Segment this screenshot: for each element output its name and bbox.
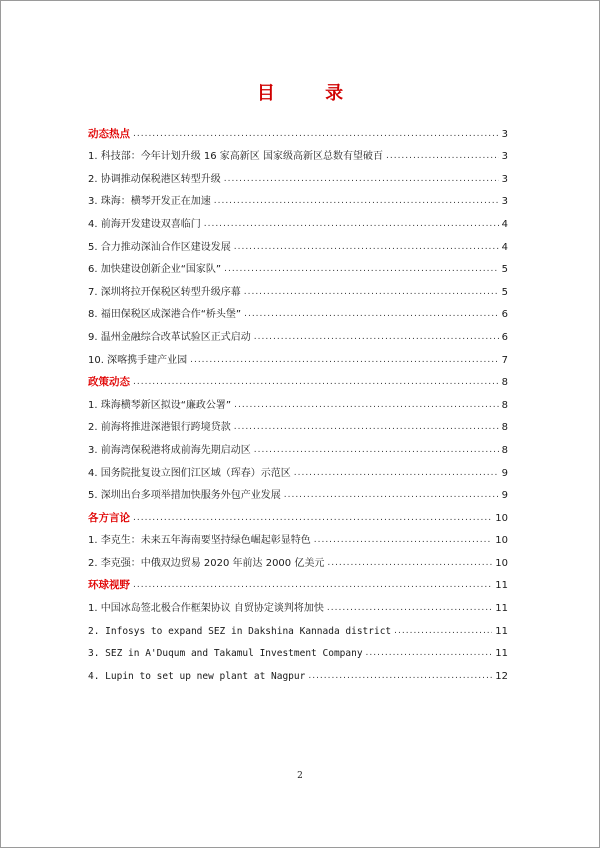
entry-title: 2. 前海将推进深港银行跨境贷款 [88, 422, 231, 434]
leader-dots [190, 354, 499, 367]
entry-page-number: 6 [501, 331, 508, 343]
toc-entry[interactable] [88, 254, 508, 277]
section-title: 各方言论 [88, 511, 130, 524]
entry-page-number: 10 [495, 557, 508, 569]
entry-page-number: 11 [495, 580, 508, 592]
leader-dots [133, 512, 492, 525]
leader-dots [244, 308, 499, 321]
toc-entry[interactable] [88, 389, 508, 412]
section-title: 政策动态 [88, 376, 130, 389]
toc-entry[interactable] [88, 344, 508, 367]
entry-title: 8. 福田保税区成深港合作“桥头堡” [88, 309, 242, 321]
entry-page-number: 3 [501, 128, 508, 140]
entry-title: 3. 前海湾保税港将成前海先期启动区 [88, 444, 251, 456]
table-of-contents [88, 118, 508, 683]
toc-section-heading[interactable] [88, 570, 508, 593]
entry-title: 2. Infosys to expand SEZ in Dakshina Kannada district [88, 625, 392, 637]
leader-dots [327, 557, 492, 570]
toc-entry[interactable] [88, 231, 508, 254]
leader-dots [234, 421, 499, 434]
entry-title: 2. 协调推动保税港区转型升级 [88, 173, 221, 185]
toc-entry[interactable] [88, 592, 508, 615]
entry-page-number: 12 [495, 670, 508, 682]
entry-title: 7. 深圳将拉开保税区转型升级序幕 [88, 286, 241, 298]
toc-entry[interactable] [88, 208, 508, 231]
leader-dots [254, 444, 499, 457]
entry-title: 4. Lupin to set up new plant at Nagpur [88, 670, 306, 682]
toc-entry[interactable] [88, 434, 508, 457]
entry-title: 2. 李克强：中俄双边贸易 2020 年前达 2000 亿美元 [88, 557, 325, 569]
entry-page-number: 8 [501, 399, 508, 411]
entry-title: 3. 珠海：横琴开发正在加速 [88, 196, 211, 208]
entry-page-number: 5 [501, 264, 508, 276]
toc-entry[interactable] [88, 276, 508, 299]
toc-entry[interactable] [88, 525, 508, 548]
entry-page-number: 8 [501, 444, 508, 456]
toc-entry[interactable] [88, 141, 508, 164]
entry-page-number: 10 [495, 535, 508, 547]
entry-page-number: 8 [501, 377, 508, 389]
entry-title: 3. SEZ in A'Duqum and Takamul Investment Company [88, 648, 363, 660]
entry-page-number: 9 [501, 490, 508, 502]
leader-dots [224, 263, 499, 276]
toc-section-heading[interactable] [88, 118, 508, 141]
toc-title: 目 录 [256, 83, 366, 104]
entry-title: 6. 加快建设创新企业“国家队” [88, 264, 222, 276]
leader-dots [234, 399, 499, 412]
entry-title: 4. 国务院批复设立图们江区域（珲春）示范区 [88, 467, 291, 479]
leader-dots [254, 331, 499, 344]
entry-page-number: 3 [501, 196, 508, 208]
toc-entry[interactable] [88, 457, 508, 480]
toc-section-heading[interactable] [88, 367, 508, 390]
entry-title: 1. 李克生：未来五年海南要坚持绿色崛起彰显特色 [88, 535, 311, 547]
entry-title: 1. 中国冰岛签北极合作框架协议 自贸协定谈判将加快 [88, 603, 324, 615]
toc-entry[interactable] [88, 412, 508, 435]
section-title: 环球视野 [88, 579, 130, 592]
entry-title: 1. 珠海横琴新区拟设“廉政公署” [88, 399, 232, 411]
entry-page-number: 8 [501, 422, 508, 434]
leader-dots [133, 376, 499, 389]
entry-page-number: 3 [501, 173, 508, 185]
leader-dots [314, 534, 493, 547]
leader-dots [133, 128, 499, 141]
leader-dots [214, 195, 499, 208]
toc-section-heading[interactable] [88, 502, 508, 525]
toc-entry[interactable] [88, 480, 508, 503]
toc-entry[interactable] [88, 638, 508, 661]
entry-title: 1. 科技部：今年计划升级 16 家高新区 国家级高新区总数有望破百 [88, 151, 383, 163]
toc-entry[interactable] [88, 186, 508, 209]
toc-entry[interactable] [88, 299, 508, 322]
entry-page-number: 9 [501, 467, 508, 479]
entry-title: 4. 前海开发建设双喜临门 [88, 218, 201, 230]
leader-dots [386, 150, 499, 163]
leader-dots [284, 489, 499, 502]
entry-page-number: 11 [495, 648, 508, 660]
toc-entry[interactable] [88, 547, 508, 570]
leader-dots [327, 602, 492, 615]
leader-dots [366, 647, 493, 660]
entry-title: 9. 温州金融综合改革试验区正式启动 [88, 331, 251, 343]
toc-entry[interactable] [88, 615, 508, 638]
section-title: 动态热点 [88, 127, 130, 140]
leader-dots [394, 625, 492, 638]
entry-title: 10. 深喀携手建产业园 [88, 354, 188, 366]
entry-title: 5. 深圳出台多项举措加快服务外包产业发展 [88, 490, 281, 502]
entry-page-number: 6 [501, 309, 508, 321]
entry-page-number: 4 [501, 218, 508, 230]
page-number: 2 [297, 771, 303, 781]
toc-entry[interactable] [88, 660, 508, 683]
entry-page-number: 7 [501, 354, 508, 366]
leader-dots [244, 286, 499, 299]
leader-dots [308, 670, 492, 683]
entry-page-number: 10 [495, 512, 508, 524]
entry-title: 5. 合力推动深汕合作区建设发展 [88, 241, 231, 253]
leader-dots [294, 467, 499, 480]
entry-page-number: 3 [501, 151, 508, 163]
leader-dots [204, 218, 499, 231]
toc-entry[interactable] [88, 321, 508, 344]
toc-entry[interactable] [88, 163, 508, 186]
entry-page-number: 11 [495, 603, 508, 615]
entry-page-number: 4 [501, 241, 508, 253]
entry-page-number: 5 [501, 286, 508, 298]
leader-dots [234, 241, 499, 254]
entry-page-number: 11 [495, 625, 508, 637]
leader-dots [133, 579, 492, 592]
leader-dots [224, 173, 499, 186]
